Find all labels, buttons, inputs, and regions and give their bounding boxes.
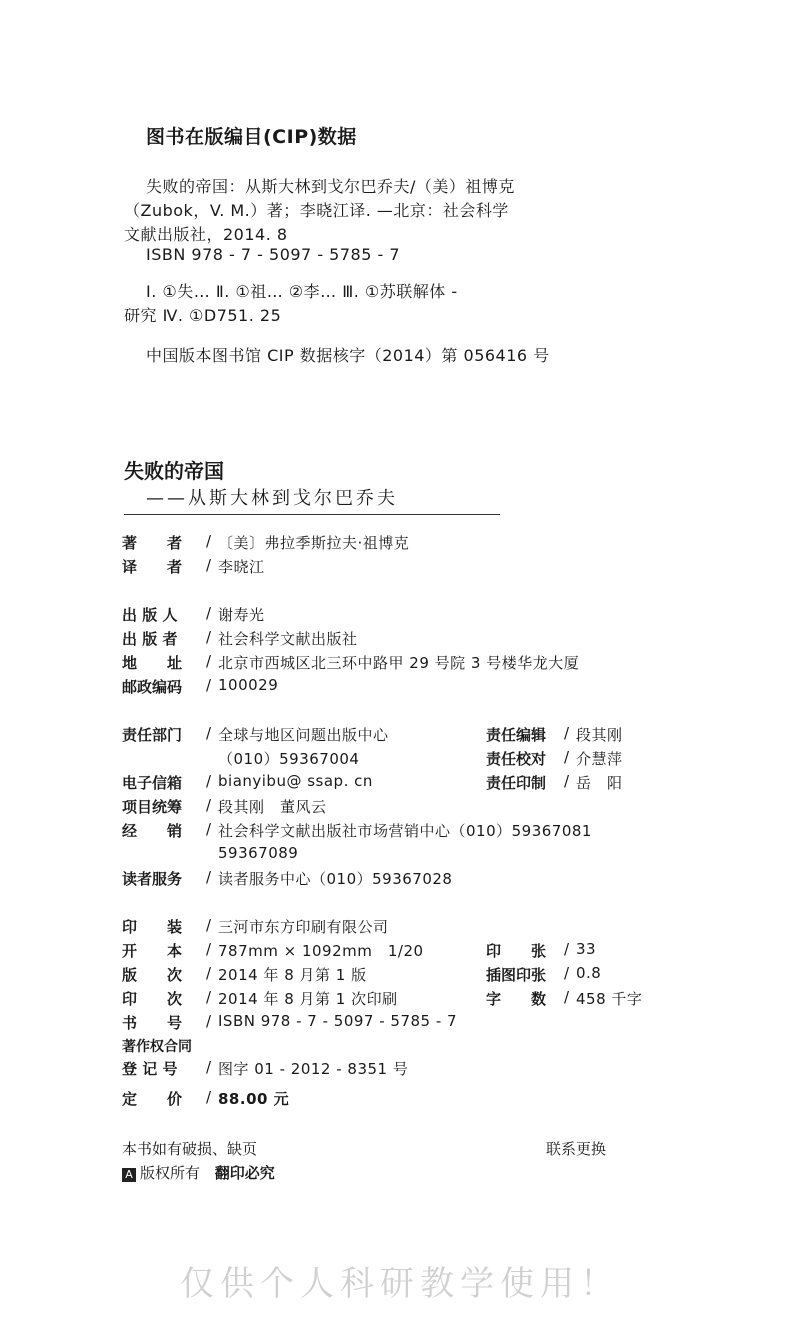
credit-sep: / (206, 820, 212, 838)
cip-line: 文献出版社，2014. 8 (124, 225, 288, 244)
credit-label: 出 版 者 (122, 630, 178, 648)
credit-value: bianyibu@ ssap. cn (218, 772, 373, 790)
credit-label: 印 次 (122, 990, 183, 1008)
credit-value: 100029 (218, 676, 279, 694)
credit-value: 北京市西城区北三环中路甲 29 号院 3 号楼华龙大厦 (218, 654, 580, 672)
copyright-text: 版权所有 (140, 1164, 201, 1182)
credit-sep: / (206, 676, 212, 694)
credit-value: 图字 01 - 2012 - 8351 号 (218, 1060, 409, 1078)
publisher-logo-icon: A (122, 1168, 136, 1182)
credit-label: 责任印制 (486, 774, 547, 792)
credit-value: 〔美〕弗拉季斯拉夫·祖博克 (218, 534, 410, 552)
credit-label: 邮政编码 (122, 678, 183, 696)
credit-sep: / (564, 964, 570, 982)
credit-sep: / (206, 652, 212, 670)
credit-value: 李晓江 (218, 558, 265, 576)
credit-label: 定 价 (122, 1090, 183, 1108)
credit-value: 2014 年 8 月第 1 次印刷 (218, 990, 398, 1008)
credit-value: 2014 年 8 月第 1 版 (218, 966, 367, 984)
credit-sep: / (206, 604, 212, 622)
credit-sep: / (206, 916, 212, 934)
credit-sep: / (206, 628, 212, 646)
credit-value: 0.8 (576, 964, 602, 982)
credit-value: 段其刚 (576, 726, 623, 744)
credit-sep: / (564, 748, 570, 766)
credit-label: 著 者 (122, 534, 183, 552)
notice-line-left: 本书如有破损、缺页 (122, 1140, 258, 1158)
cip-line: 失败的帝国：从斯大林到戈尔巴乔夫/（美）祖博克 (146, 177, 515, 196)
credit-label: 印 张 (486, 942, 547, 960)
credit-value: 787mm × 1092mm 1/20 (218, 942, 424, 960)
credit-sep: / (206, 964, 212, 982)
credit-value: 谢寿光 (218, 606, 265, 624)
credit-value: 三河市东方印刷有限公司 (218, 918, 389, 936)
credit-sep: / (206, 1012, 212, 1030)
credit-label: 项目统筹 (122, 798, 183, 816)
credit-value: 33 (576, 940, 597, 958)
credit-value: （010）59367004 (218, 750, 360, 768)
copyright-text-2: 翻印必究 (214, 1164, 275, 1182)
credit-sep: / (564, 724, 570, 742)
credit-sep: / (206, 796, 212, 814)
book-title: 失败的帝国 (124, 459, 224, 483)
credit-label: 译 者 (122, 558, 183, 576)
credit-value: 458 千字 (576, 990, 643, 1008)
cip-line: 研究 Ⅳ. ①D751. 25 (124, 306, 282, 325)
credit-value: 社会科学文献出版社 (218, 630, 358, 648)
credit-sep: / (564, 988, 570, 1006)
book-subtitle: ——从斯大林到戈尔巴乔夫 (146, 488, 398, 509)
credit-value: 社会科学文献出版社市场营销中心（010）59367081 (218, 822, 592, 840)
cip-line: 中国版本图书馆 CIP 数据核字（2014）第 056416 号 (146, 346, 550, 365)
notice-line2 (122, 1162, 275, 1183)
credit-label: 读者服务 (122, 870, 183, 888)
credit-sep: / (206, 1088, 212, 1106)
credit-label: 著作权合同 (122, 1039, 192, 1055)
credit-label: 责任校对 (486, 750, 547, 768)
credit-value: 读者服务中心（010）59367028 (218, 870, 453, 888)
watermark: 仅供个人科研教学使用！ (180, 1264, 620, 1304)
notice-line-right: 联系更换 (546, 1140, 607, 1158)
cip-line: ISBN 978 - 7 - 5097 - 5785 - 7 (146, 245, 401, 264)
credit-sep: / (206, 556, 212, 574)
credit-sep: / (206, 940, 212, 958)
credit-value: 介慧萍 (576, 750, 623, 768)
credit-value: 59367089 (218, 844, 299, 862)
credit-label: 经 销 (122, 822, 183, 840)
credit-value: 岳 阳 (576, 774, 623, 792)
credit-label: 责任编辑 (486, 726, 547, 744)
credit-label: 出 版 人 (122, 606, 178, 624)
credit-value: ISBN 978 - 7 - 5097 - 5785 - 7 (218, 1012, 458, 1030)
cip-line: Ⅰ. ①失… Ⅱ. ①祖… ②李… Ⅲ. ①苏联解体 - (146, 282, 458, 301)
credit-label: 电子信箱 (122, 774, 183, 792)
credit-sep: / (206, 724, 212, 742)
cip-line: （Zubok，V. M.）著；李晓江译. —北京：社会科学 (124, 201, 509, 220)
credit-label: 字 数 (486, 990, 547, 1008)
credit-sep: / (564, 772, 570, 790)
credit-label: 版 次 (122, 966, 183, 984)
cip-title: 图书在版编目(CIP)数据 (146, 126, 357, 148)
credit-label: 责任部门 (122, 726, 183, 744)
credit-sep: / (206, 1058, 212, 1076)
credit-label: 地 址 (122, 654, 183, 672)
credit-label: 书 号 (122, 1014, 183, 1032)
divider (124, 514, 500, 515)
credit-label: 开 本 (122, 942, 183, 960)
credit-label: 插图印张 (486, 966, 547, 984)
credit-value: 全球与地区问题出版中心 (218, 726, 389, 744)
credit-sep: / (206, 988, 212, 1006)
price-value: 88.00 元 (218, 1090, 290, 1108)
credit-label: 印 装 (122, 918, 183, 936)
credit-value: 段其刚 董风云 (218, 798, 327, 816)
credit-sep: / (206, 868, 212, 886)
credit-sep: / (206, 772, 212, 790)
credit-sep: / (564, 940, 570, 958)
credit-label: 登 记 号 (122, 1060, 178, 1078)
credit-sep: / (206, 532, 212, 550)
